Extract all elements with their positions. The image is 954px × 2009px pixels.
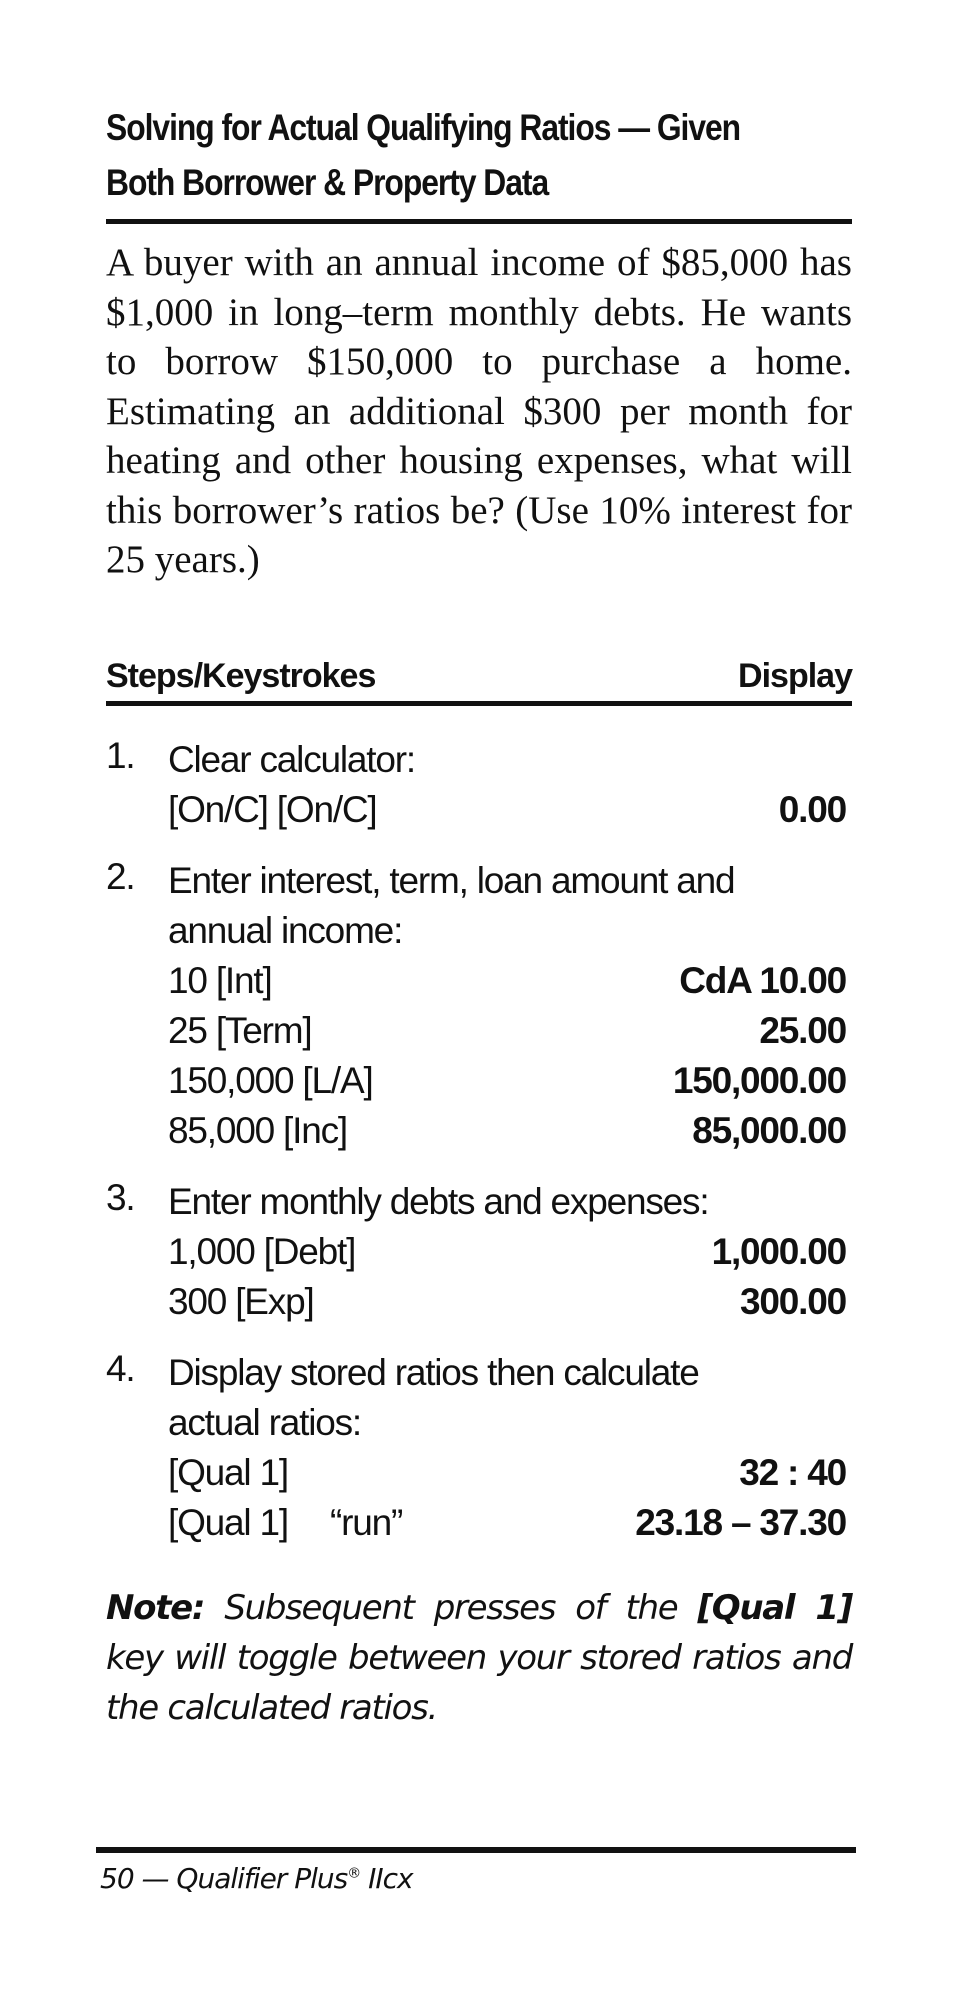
step-line [106, 856, 852, 906]
display-column-header: Display [738, 657, 852, 695]
step-line [106, 1227, 852, 1277]
heading-line-2: Both Borrower & Property Data [106, 162, 549, 203]
problem-text: A buyer with an annual income of $85,000 has $1,000 in long–term monthly debts. He wants to borrow $150,000 to purchase a home. Estimating an additional $300 per month for heating and other housing expenses, what will this borrower’s ratios be? (Use 10% interest for 25 years.) [106, 241, 852, 581]
steps-list [106, 735, 852, 1569]
note-label: Note: [106, 1588, 205, 1628]
keystroke-text: annual income: [168, 910, 403, 951]
keystroke-text: Enter monthly debts and expenses: [168, 1181, 709, 1222]
step-line [106, 785, 852, 835]
display-value: 25.00 [759, 1010, 846, 1051]
keystroke-text: 1,000 [Debt] [168, 1231, 356, 1272]
keystroke-text: actual ratios: [168, 1402, 361, 1443]
step-line [106, 1056, 852, 1106]
note-paragraph [106, 1583, 852, 1733]
step-line [106, 1277, 852, 1327]
keystroke-text: 150,000 [L/A] [168, 1060, 373, 1101]
note-text-2: key will toggle between your stored ratios and the calculated ratios. [106, 1638, 852, 1728]
step-line [106, 1006, 852, 1056]
display-value: 1,000.00 [711, 1231, 846, 1272]
keystroke-text: 25 [Term] [168, 1010, 312, 1051]
heading-rule [106, 219, 852, 224]
keystroke-text: Enter interest, term, loan amount and [168, 860, 735, 901]
step-item [106, 856, 852, 1156]
step-line [106, 1348, 852, 1398]
display-value: 150,000.00 [672, 1060, 846, 1101]
step-item [106, 1177, 852, 1327]
footer-rule [96, 1847, 856, 1853]
step-line [106, 906, 852, 956]
steps-column-header: Steps/Keystrokes [106, 657, 376, 695]
keystroke-text: 300 [Exp] [168, 1281, 314, 1322]
keystroke-text: Clear calculator: [168, 739, 415, 780]
keystroke-text: [On/C] [On/C] [168, 789, 377, 830]
footer-registered-mark: ® [347, 1865, 361, 1882]
display-value: 0.00 [778, 789, 846, 830]
step-number: 1. [106, 735, 135, 776]
step-number: 4. [106, 1348, 135, 1389]
step-line [106, 1448, 852, 1498]
page-footer [100, 1862, 413, 1895]
section-heading [106, 100, 748, 210]
display-value: 300.00 [740, 1281, 846, 1322]
display-value: 23.18 – 37.30 [635, 1502, 846, 1543]
step-line [106, 1498, 852, 1548]
step-item [106, 735, 852, 835]
step-line [106, 735, 852, 785]
display-value: 32 : 40 [739, 1452, 846, 1493]
footer-model: IIcx [360, 1862, 413, 1895]
column-headers [106, 657, 852, 696]
step-number: 2. [106, 856, 135, 897]
step-line [106, 1106, 852, 1156]
keystroke-text: [Qual 1] [168, 1452, 288, 1493]
note-key: [Qual 1] [697, 1588, 852, 1628]
keystroke-text: 10 [Int] [168, 960, 272, 1001]
keystroke-text: 85,000 [Inc] [168, 1110, 347, 1151]
display-value: 85,000.00 [692, 1110, 846, 1151]
keystroke-text: Display stored ratios then calculate [168, 1352, 699, 1393]
step-line [106, 956, 852, 1006]
step-line [106, 1398, 852, 1448]
heading-line-1: Solving for Actual Qualifying Ratios — Given [106, 107, 741, 148]
run-indicator: “run” [329, 1502, 403, 1543]
note-text-1: Subsequent presses of the [204, 1588, 698, 1628]
step-number: 3. [106, 1177, 135, 1218]
display-value: CdA 10.00 [679, 960, 846, 1001]
keystroke-text: [Qual 1] [168, 1502, 288, 1543]
column-header-rule [106, 701, 852, 706]
footer-page: 50 — Qualifier Plus [100, 1862, 348, 1895]
step-line [106, 1177, 852, 1227]
step-item [106, 1348, 852, 1548]
